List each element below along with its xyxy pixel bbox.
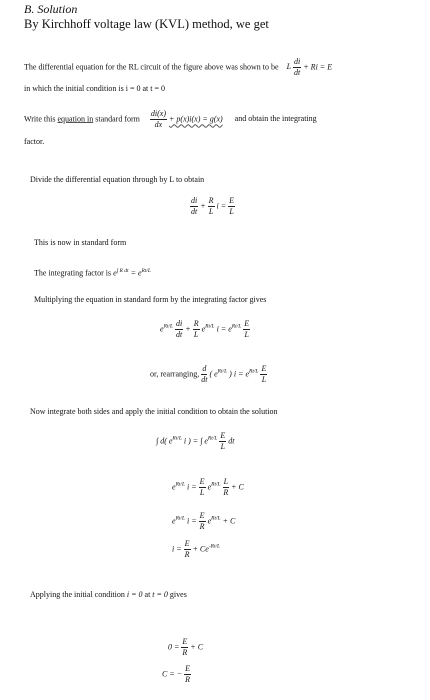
paragraph-now-standard: This is now in standard form — [34, 238, 127, 247]
equation-initial: 0 = $\frac{E}{R}$ + C — [168, 637, 204, 657]
p1-fraction: $\frac{di}{dt}$ — [294, 57, 301, 77]
paragraph-differential-equation: The differential equation for the RL circuit of the figure above was shown to be L $\frac{di}{dt}$ + Ri = E — [24, 57, 333, 77]
equation-multiplied: $e^{Rt/L}$ $\frac{di}{dt}$ + $\frac{R}{L}$ $e^{Rt/L}$ $i = e^{Rt/L}$ $\frac{E}{L}$ — [160, 319, 250, 339]
equation-integrate: ∫ d( $e^{Rt/L}$ i ) = ∫ $e^{Rt/L}$ $\frac{E}{L}$ dt — [156, 431, 235, 451]
paragraph-divide: Divide the differential equation through by L to obtain — [30, 175, 205, 184]
equation-simplified: $e^{Rt/L}$ i = $\frac{E}{R}$ $e^{Rt/L} + C$ — [172, 511, 236, 531]
paragraph-integrate: Now integrate both sides and apply the initial condition to obtain the solution — [30, 407, 278, 416]
equation-integrated: $e^{Rt/L}$ i = $\frac{E}{L}$ $e^{Rt/L}$ $\frac{L}{R}$ + C — [172, 477, 244, 497]
paragraph-apply-condition: Applying the initial condition i = 0 at t = 0 gives — [30, 590, 187, 599]
equation-general-solution: i = $\frac{E}{R}$ + $Ce^{-Rt/L}$ — [172, 539, 221, 559]
p1-text: The differential equation for the RL circuit of the figure above was shown to be — [24, 62, 279, 72]
p3-underlined-text: equation in — [57, 114, 94, 124]
paragraph-multiplying: Multiplying the equation in standard form by the integrating factor gives — [34, 295, 267, 304]
equation-rearranged: or, rearranging, $\frac{d}{dt}$ ( $e^{Rt/L}$ ) $i = e^{Rt/L}$ $\frac{E}{L}$ — [150, 364, 267, 384]
paragraph-integrating-factor: The integrating factor is $e^{\int R dt} = e^{Rt/L}$ — [34, 268, 151, 278]
p3-fraction: $\frac{di(x)}{dx}$ — [150, 109, 166, 129]
section-heading: B. Solution — [24, 2, 78, 16]
equation-standard-form: $\frac{di}{dt}$ + $\frac{R}{L}$ i = $\frac{E}{L}$ — [191, 196, 235, 216]
paragraph-initial-condition: in which the initial condition is i = 0 at t = 0 — [24, 84, 166, 93]
paragraph-standard-form: Write this equation in standard form $\frac{di(x)}{dx}$ + p(x)i(x) = g(x) and obtain the integrating — [24, 109, 317, 129]
intro-line: By Kirchhoff voltage law (KVL) method, we get — [24, 17, 269, 31]
equation-constant: C = − $\frac{E}{R}$ — [162, 664, 191, 684]
paragraph-factor: factor. — [24, 137, 45, 146]
